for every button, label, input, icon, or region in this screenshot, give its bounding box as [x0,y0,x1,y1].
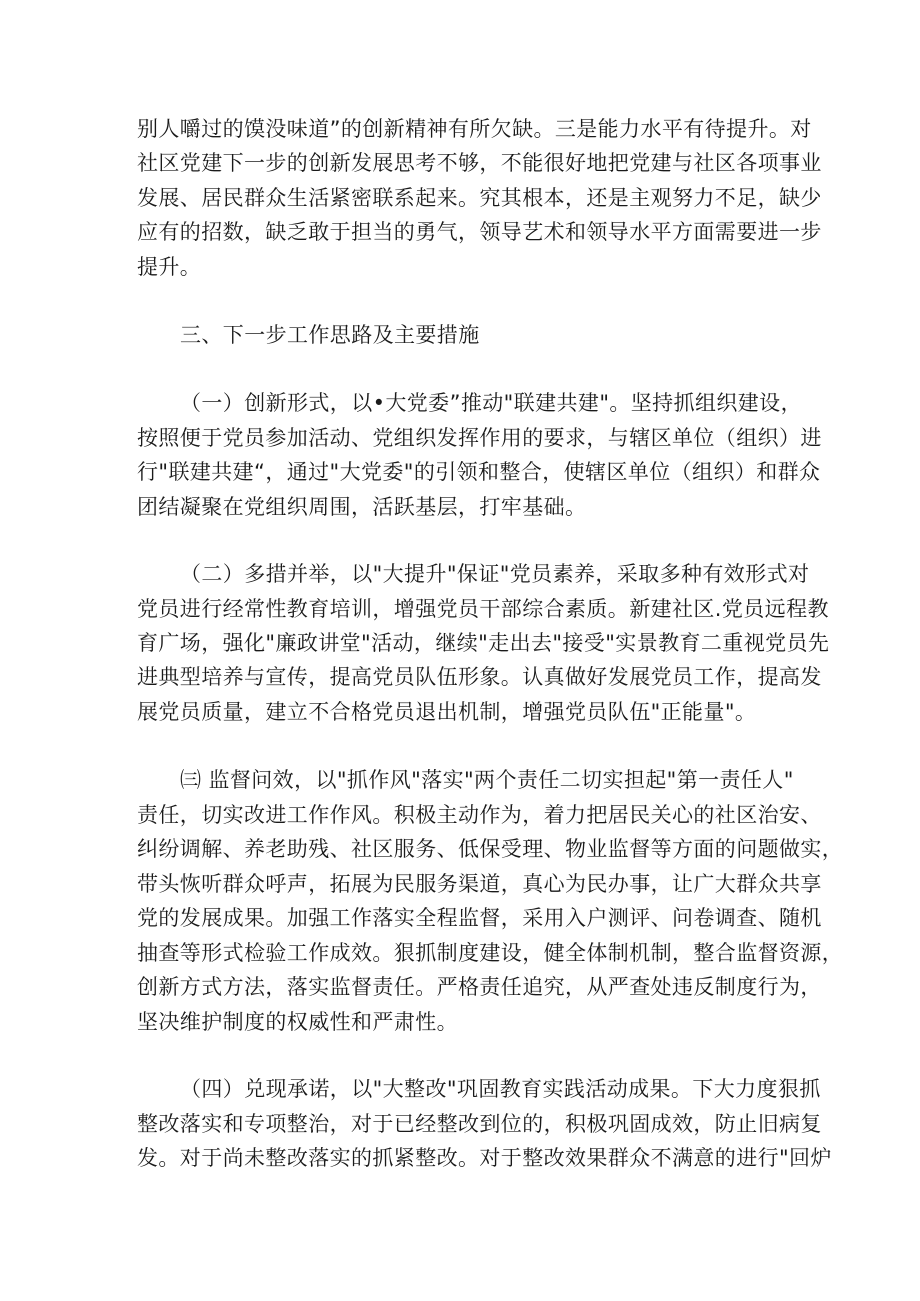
paragraph-line: 团结凝聚在党组织周围，活跃基层，打牢基础。 [137,495,587,519]
paragraph-line: 党的发展成果。加强工作落实全程监督，采用入户测评、问卷调查、随机 [137,906,822,930]
paragraph-line: 行"联建共建“，通过"大党委"的引领和整合，使辖区单位（组织）和群众 [137,460,821,484]
paragraph-line: 应有的招数，缺乏敢于担当的勇气，领导艺术和领导水平方面需要进一步 [137,220,822,244]
paragraph-line: 整改落实和专项整治，对于已经整改到位的，积极巩固成效，防止旧病复 [137,1112,822,1136]
paragraph-line: 纠纷调解、养老助残、社区服务、低保受理、物业监督等方面的问题做实， [137,837,844,861]
paragraph-line: 创新方式方法，落实监督责任。严格责任追究，从严查处违反制度行为， [137,975,822,999]
paragraph-line: 别人嚼过的馍没味道”的创新精神有所欠缺。三是能力水平有待提升。对 [137,117,812,141]
paragraph-line: 育广场，强化"廉政讲堂"活动，继续"走出去"接受"实景教育二重视党员先 [137,631,830,655]
paragraph-line: ㈢ 监督问效，以"抓作风"落实"两个责任二切实担起"第一责任人" [180,768,794,792]
paragraph-line: 责任，切实改进工作作风。积极主动作为，着力把居民关心的社区治安、 [137,803,822,827]
paragraph-line: 抽查等形式检验工作成效。狠抓制度建设，健全体制机制，整合监督资源， [137,941,844,965]
paragraph-line: 进典型培养与宣传，提高党员队伍形象。认真做好发展党员工作，提高发 [137,665,822,689]
paragraph-line: （四）兑现承诺，以"大整改"巩固教育实践活动成果。下大力度狠抓 [180,1077,821,1101]
paragraph-line: 发。对于尚未整改落实的抓紧整改。对于整改效果群众不满意的进行"回炉 [137,1146,832,1170]
paragraph-line: 党员进行经常性教育培训，增强党员干部综合素质。新建社区.党员远程教 [137,597,829,621]
paragraph-line: （一）创新形式，以•大党委”推动"联建共建"。坚持抓组织建设， [180,391,802,415]
section-heading-text: 三、下一步工作思路及主要措施 [180,323,480,347]
paragraph-line: 社区党建下一步的创新发展思考不够，不能很好地把党建与社区各项事业 [137,151,822,175]
paragraph-line: （二）多措并举，以"大提升"保证"党员素养，采取多种有效形式对 [180,562,810,586]
paragraph-line: 坚决维护制度的权威性和严肃性。 [137,1010,458,1034]
paragraph-line: 带头恢听群众呼声，拓展为民服务渠道，真心为民办事，让广大群众共享 [137,872,822,896]
paragraph-line: 提升。 [137,255,202,279]
paragraph-line: 按照便于党员参加活动、党组织发挥作用的要求，与辖区单位（组织）进 [137,426,822,450]
paragraph-line: 展党员质量，建立不合格党员退出机制，增强党员队伍"正能量"。 [137,700,757,724]
paragraph-line: 发展、居民群众生活紧密联系起来。究其根本，还是主观努力不足，缺少 [137,186,822,210]
